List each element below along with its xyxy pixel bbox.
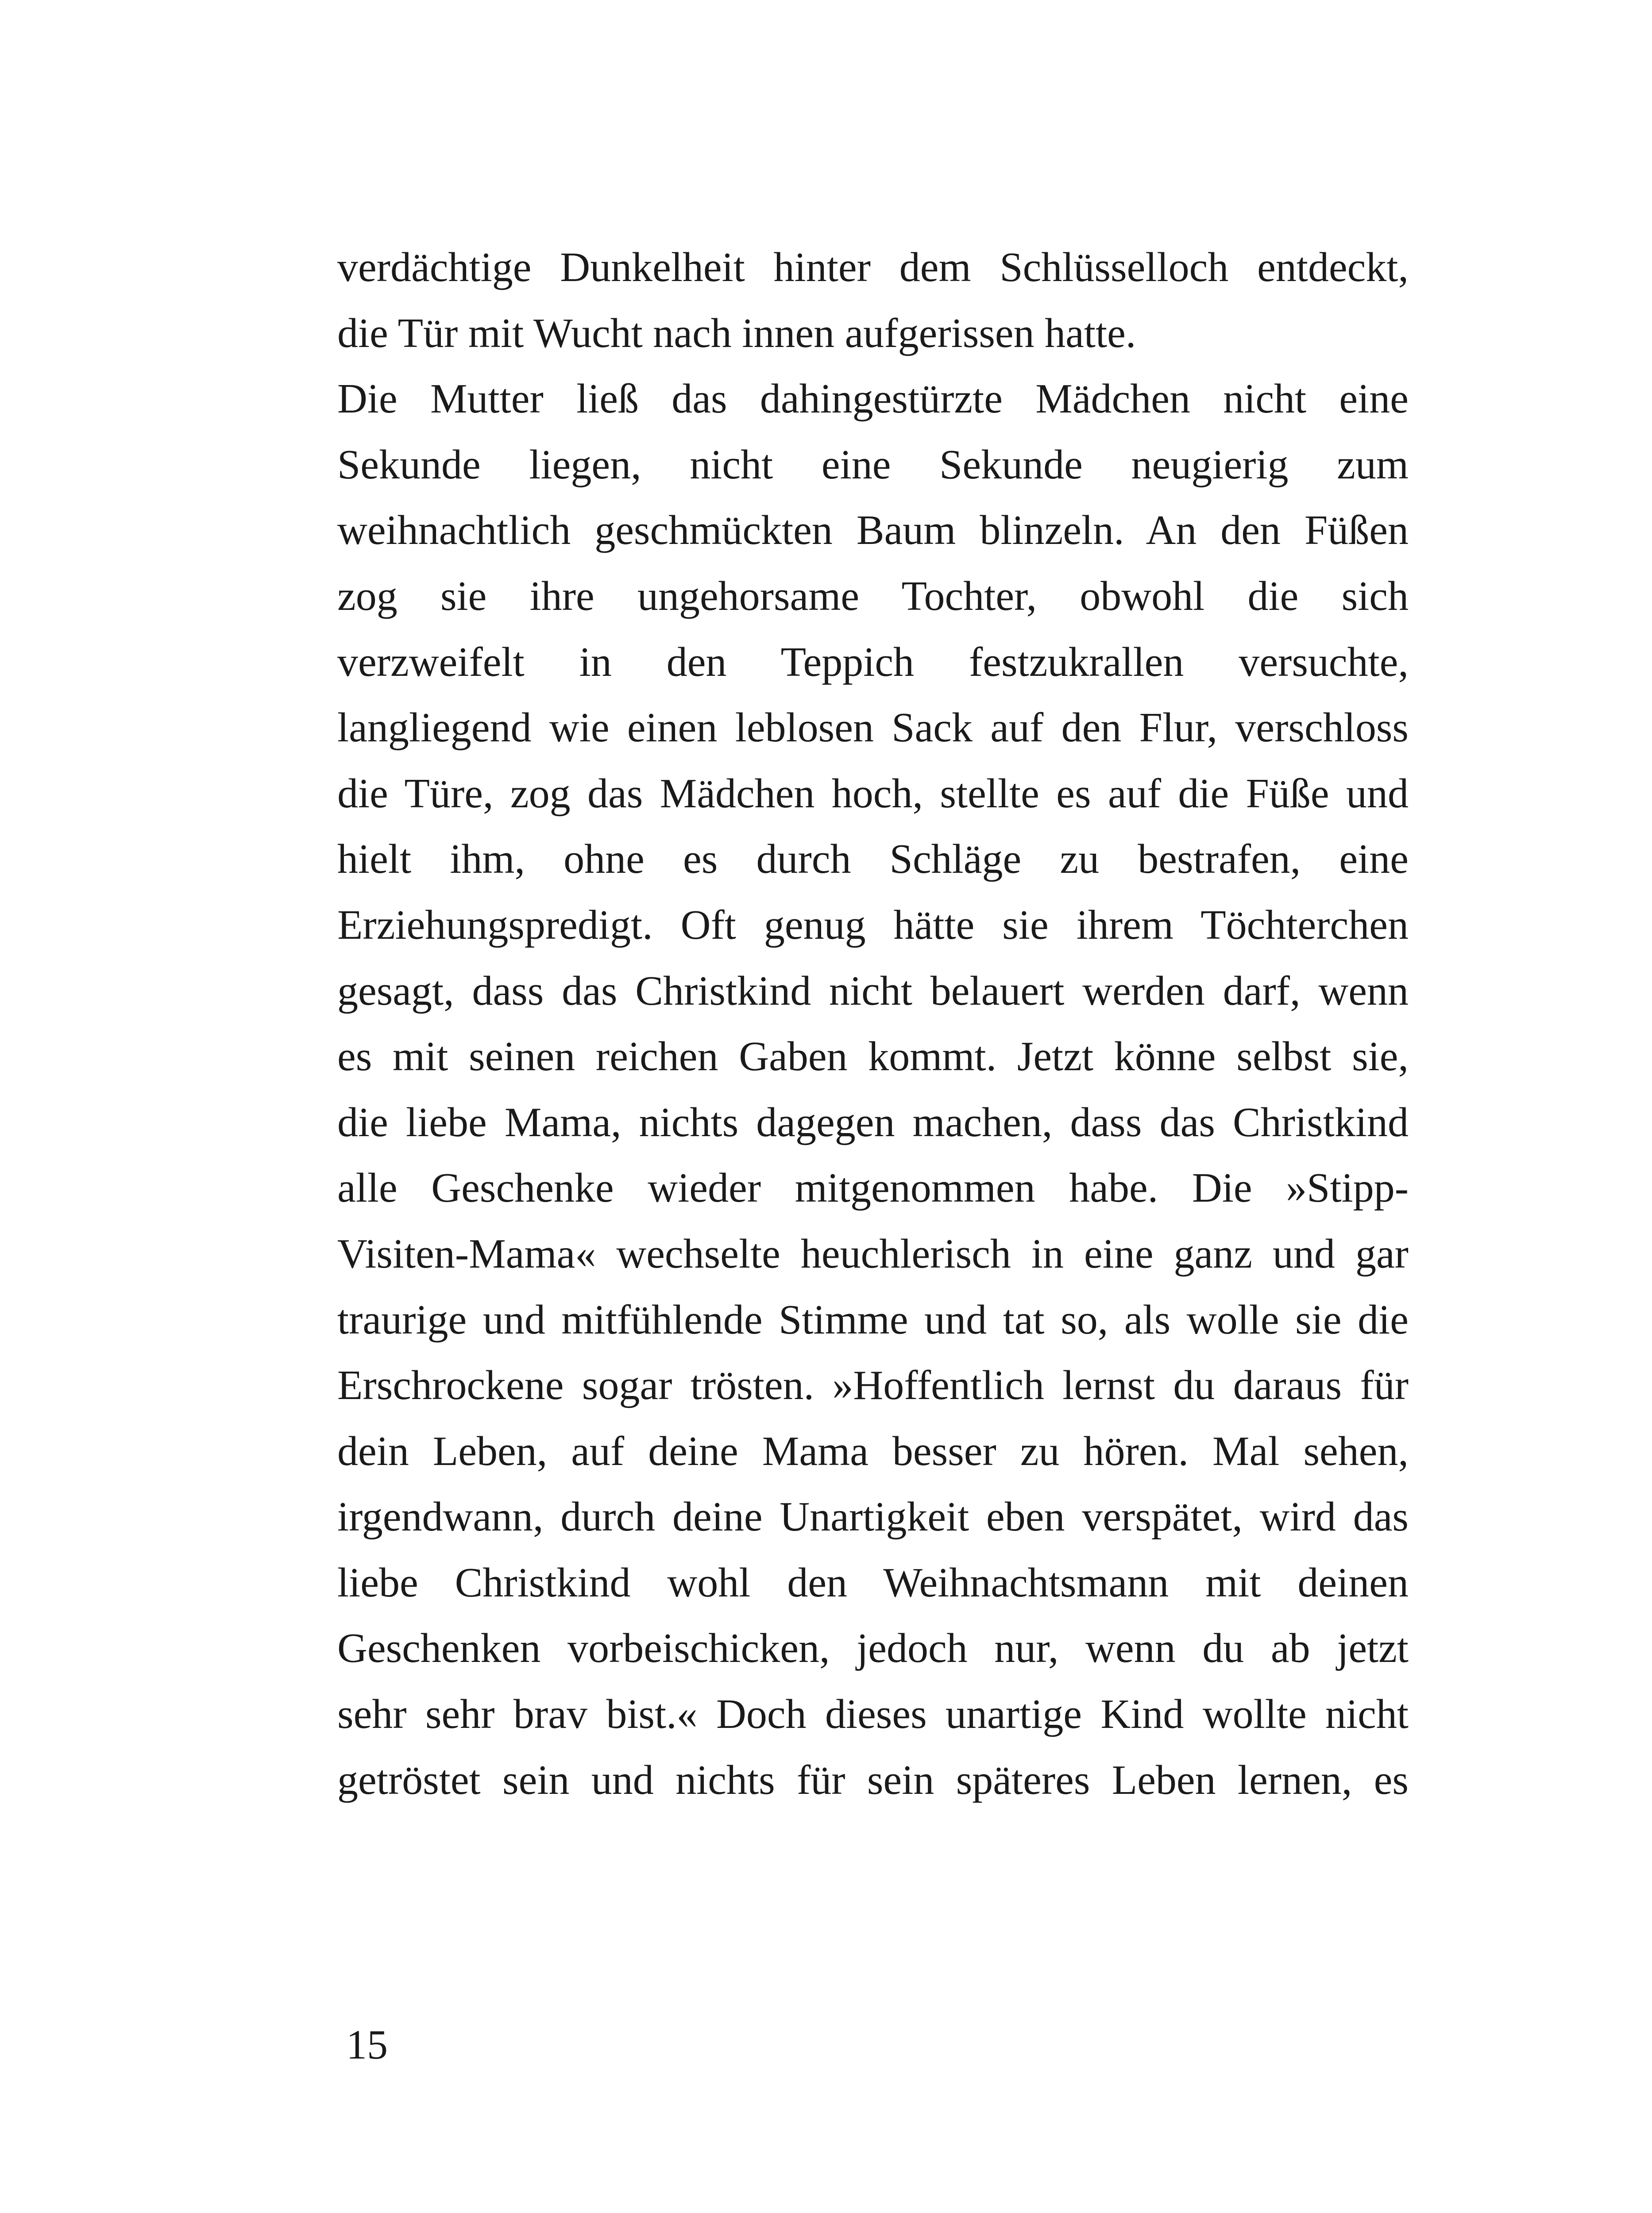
- text-line: Geschenken vorbeischicken, jedoch nur, wenn du ab jetzt: [337, 1625, 1409, 1672]
- text-line: die Türe, zog das Mädchen hoch, stellte es auf die Füße und: [337, 770, 1409, 817]
- text-line: traurige und mitfühlende Stimme und tat so, als wolle sie die: [337, 1296, 1409, 1343]
- text-line: Visiten-Mama« wechselte heuchlerisch in eine ganz und gar: [337, 1230, 1409, 1277]
- text-line: Erschrockene sogar trösten. »Hoffentlich lernst du daraus für: [337, 1362, 1409, 1409]
- text-line: die liebe Mama, nichts dagegen machen, dass das Christkind: [337, 1099, 1409, 1145]
- text-line: die Tür mit Wucht nach innen aufgerissen hatte.: [337, 310, 1136, 356]
- text-line: alle Geschenke wieder mitgenommen habe. Die »Stipp-: [337, 1165, 1409, 1211]
- text-line: verdächtige Dunkelheit hinter dem Schlüsselloch entdeckt,: [337, 244, 1409, 290]
- text-line: es mit seinen reichen Gaben kommt. Jetzt könne selbst sie,: [337, 1033, 1409, 1080]
- text-line: irgendwann, durch deine Unartigkeit eben verspätet, wird das: [337, 1494, 1409, 1540]
- body-text: [337, 235, 1409, 1813]
- text-line: langliegend wie einen leblosen Sack auf den Flur, verschloss: [337, 705, 1409, 751]
- text-line: dein Leben, auf deine Mama besser zu hören. Mal sehen,: [337, 1428, 1409, 1474]
- text-line: gesagt, dass das Christkind nicht belauert werden darf, wenn: [337, 968, 1409, 1014]
- text-line: verzweifelt in den Teppich festzukrallen versuchte,: [337, 639, 1409, 685]
- text-line: Die Mutter ließ das dahingestürzte Mädchen nicht eine: [337, 376, 1409, 422]
- text-line: hielt ihm, ohne es durch Schläge zu bestrafen, eine: [337, 836, 1409, 883]
- text-line: Erziehungspredigt. Oft genug hätte sie ihrem Töchterchen: [337, 902, 1409, 948]
- text-line: Sekunde liegen, nicht eine Sekunde neugierig zum: [337, 441, 1409, 488]
- page-number: 15: [346, 2022, 388, 2068]
- text-line: getröstet sein und nichts für sein späteres Leben lernen, es: [337, 1757, 1409, 1803]
- text-line: zog sie ihre ungehorsame Tochter, obwohl die sich: [337, 573, 1409, 619]
- text-line: weihnachtlich geschmückten Baum blinzeln. An den Füßen: [337, 507, 1409, 554]
- text-line: sehr sehr brav bist.« Doch dieses unartige Kind wollte nicht: [337, 1691, 1409, 1738]
- text-line: liebe Christkind wohl den Weihnachtsmann mit deinen: [337, 1559, 1409, 1606]
